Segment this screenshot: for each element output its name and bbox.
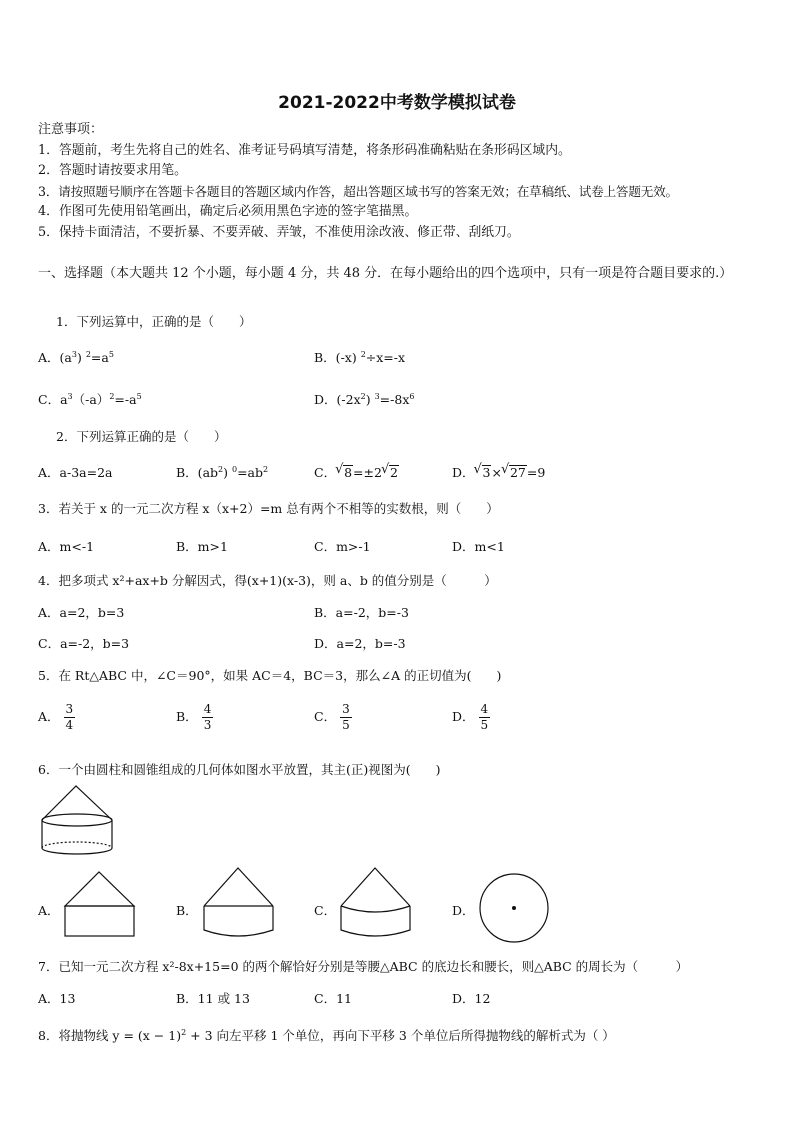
- option-a-view-figure: [64, 870, 136, 938]
- q4-stem: 4．把多项式 x²+ax+b 分解因式，得(x+1)(x-3)，则 a、b 的值分别是（ ）: [38, 573, 497, 588]
- q5-option-c: C． $\frac{3}{5}$: [314, 702, 350, 732]
- q7-option-c: C．11: [314, 991, 352, 1006]
- q2-option-a: A．a-3a=2a: [38, 465, 113, 480]
- notice-block: [38, 120, 768, 243]
- cylinder-cone-solid-figure: [38, 784, 118, 862]
- q5-option-d: D． $\frac{4}{5}$: [452, 702, 489, 732]
- page-title: 2021-2022中考数学模拟试卷: [278, 93, 516, 113]
- q7-option-b: B．11 或 13: [176, 991, 250, 1006]
- q5-option-a: A． $\frac{3}{4}$: [38, 702, 74, 732]
- q4-option-c: C．a=-2，b=3: [38, 636, 130, 651]
- q5-stem: 5．在 Rt△ABC 中，∠C＝90°，如果 AC＝4，BC＝3，那么∠A 的正切值为( ): [38, 668, 502, 683]
- notice-item-3: 3．请按照题号顺序在答题卡各题目的答题区域内作答，超出答题区域书写的答案无效；在草稿纸、试卷上答题无效。: [38, 183, 678, 199]
- q2-option-b: B．$(ab^2)$ $^0=ab^2$: [176, 464, 269, 480]
- notice-item-1: 1．答题前，考生先将自己的姓名、准考证号码填写清楚，将条形码准确粘贴在条形码区域内。: [38, 142, 571, 158]
- q7-option-d: D．12: [452, 991, 491, 1006]
- q3-option-d: D．m<1: [452, 539, 505, 554]
- q7-stem: 7．已知一元二次方程 x²-8x+15=0 的两个解恰好分别是等腰△ABC 的底边长和腰长，则△ABC 的周长为（ ）: [38, 959, 689, 974]
- option-c-view-figure: [340, 866, 412, 942]
- q1-option-b: B．(-x) $^2$÷x=-x: [314, 349, 406, 365]
- q3-option-c: C．m>-1: [314, 539, 371, 554]
- q1-option-d: D．$(-2x^2)$ $^3=-8x^6$: [314, 391, 415, 407]
- notice-heading: 注意事项：: [38, 122, 104, 137]
- q2-option-c: C．√ 8=±2√ 2: [314, 463, 399, 481]
- q6-option-c: C．: [314, 903, 337, 918]
- option-d-view-figure: [478, 872, 550, 944]
- section-heading: 一、选择题（本大题共 12 个小题，每小题 4 分，共 48 分．在每小题给出的四个选项中，只有一项是符合题目要求的.）: [38, 266, 733, 281]
- q8-stem: 8．将抛物线 $y = (x - 1)^2 + 3$ 向左平移 1 个单位，再向下平移 3 个单位后所得抛物线的解析式为（ ）: [38, 1027, 615, 1043]
- q6-stem: 6．一个由圆柱和圆锥组成的几何体如图水平放置，其主(正)视图为( ): [38, 762, 441, 777]
- q3-stem: 3．若关于 x 的一元二次方程 x（x+2）=m 总有两个不相等的实数根，则（ ）: [38, 501, 499, 516]
- q4-option-a: A．a=2，b=3: [38, 605, 125, 620]
- q3-option-b: B．m>1: [176, 539, 228, 554]
- q6-option-a: A．: [38, 903, 60, 918]
- q5-option-b: B． $\frac{4}{3}$: [176, 702, 212, 732]
- notice-item-4: 4．作图可先使用铅笔画出，确定后必须用黑色字迹的签字笔描黑。: [38, 204, 418, 219]
- notice-item-5: 5．保持卡面清洁，不要折暴、不要弄破、弄皱，不准使用涂改液、修正带、刮纸刀。: [38, 224, 520, 240]
- q4-option-d: D．a=2，b=-3: [314, 636, 406, 651]
- q4-option-b: B．a=-2，b=-3: [314, 605, 409, 620]
- q2-stem: 2．下列运算正确的是（ ）: [56, 429, 227, 444]
- notice-item-2: 2．答题时请按要求用笔。: [38, 163, 187, 178]
- q6-option-b: B．: [176, 903, 198, 918]
- q1-stem: 1．下列运算中，正确的是（ ）: [56, 314, 252, 329]
- q1-option-a: A．$(a^3)$ $^2=a^5$: [38, 349, 114, 365]
- q7-option-a: A．13: [38, 991, 76, 1006]
- q1-option-c: C．$a^3(-a)^2=-a^5$: [38, 391, 142, 407]
- q6-option-d: D．: [452, 903, 475, 918]
- option-b-view-figure: [203, 866, 275, 942]
- q3-option-a: A．m<-1: [38, 539, 95, 554]
- q2-option-d: D．√ 3×√ 27=9: [452, 463, 545, 481]
